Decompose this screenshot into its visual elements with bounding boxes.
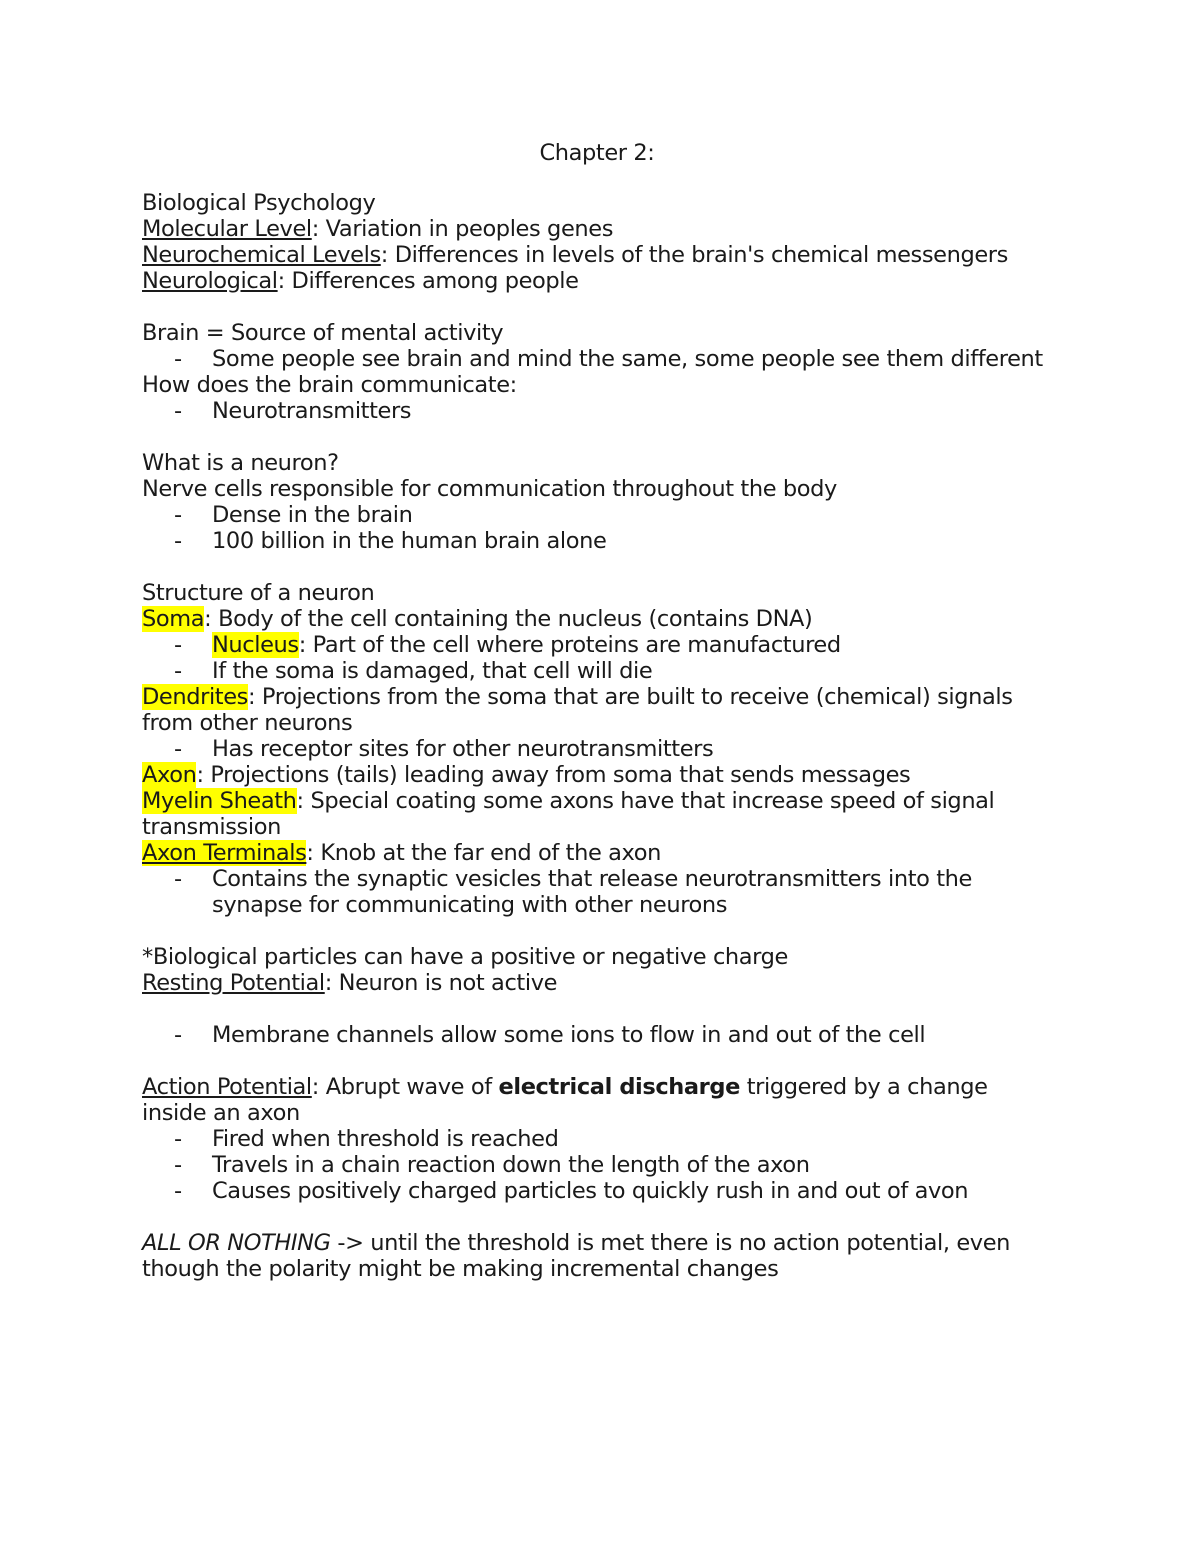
neuron-question: What is a neuron? <box>142 450 339 476</box>
electrical-discharge-bold: electrical discharge <box>498 1074 740 1100</box>
bullet-item <box>142 1178 1052 1204</box>
bullet-text: Travels in a chain reaction down the length of the axon <box>212 1152 810 1178</box>
dash-marker: - <box>174 866 182 892</box>
dash-marker: - <box>174 1126 182 1152</box>
molecular-level-line <box>142 216 1052 242</box>
brain-line: Brain = Source of mental activity <box>142 320 504 346</box>
myelin-line <box>142 788 1052 840</box>
structure-heading: Structure of a neuron <box>142 580 375 606</box>
bullet-item <box>142 736 1052 762</box>
bullet-text: Dense in the brain <box>212 502 413 528</box>
action-potential-line <box>142 1074 1052 1126</box>
axon-line <box>142 762 1052 788</box>
dash-marker: - <box>174 736 182 762</box>
bullet-item <box>142 632 1052 658</box>
term-axon: Axon <box>142 762 197 788</box>
blank-line <box>142 424 1052 450</box>
blank-line <box>142 1048 1052 1074</box>
communicate-question: How does the brain communicate: <box>142 372 517 398</box>
blank-line <box>142 554 1052 580</box>
def-neurochemical-levels: : Differences in levels of the brain's chemical messengers <box>380 242 1008 268</box>
bullet-text: Causes positively charged particles to quickly rush in and out of avon <box>212 1178 969 1204</box>
def-myelin-sheath: : Special coating some axons have that increase speed of signal transmission <box>142 788 995 840</box>
blank-line <box>142 918 1052 944</box>
dash-marker: - <box>174 502 182 528</box>
def-soma: : Body of the cell containing the nucleus (contains DNA) <box>204 606 813 632</box>
term-axon-terminals: Axon Terminals <box>142 840 307 866</box>
def-axon-terminals: : Knob at the far end of the axon <box>306 840 661 866</box>
resting-potential-line <box>142 970 1052 996</box>
bullet-text: Fired when threshold is reached <box>212 1126 559 1152</box>
charge-note: *Biological particles can have a positive or negative charge <box>142 944 788 970</box>
blank-line <box>142 294 1052 320</box>
bullet-text: Has receptor sites for other neurotransmitters <box>212 736 714 762</box>
term-nucleus: Nucleus <box>212 632 299 658</box>
bullet-item <box>142 1022 1052 1048</box>
neurological-line <box>142 268 1052 294</box>
term-molecular-level: Molecular Level <box>142 216 312 242</box>
dash-marker: - <box>174 346 182 372</box>
term-resting-potential: Resting Potential <box>142 970 325 996</box>
def-axon: : Projections (tails) leading away from soma that sends messages <box>196 762 911 788</box>
dash-marker: - <box>174 1178 182 1204</box>
document-page <box>142 140 1052 1282</box>
soma-line <box>142 606 1052 632</box>
all-or-nothing-line <box>142 1230 1052 1282</box>
dash-marker: - <box>174 632 182 658</box>
axon-terminals-line <box>142 840 1052 866</box>
dash-marker: - <box>174 658 182 684</box>
def-molecular-level: : Variation in peoples genes <box>311 216 614 242</box>
all-or-nothing-italic: ALL OR NOTHING <box>142 1230 331 1256</box>
section-heading: Biological Psychology <box>142 190 376 216</box>
bullet-text: Contains the synaptic vesicles that release neurotransmitters into the synapse for communicating with other neurons <box>212 866 972 918</box>
bullet-text: Neurotransmitters <box>212 398 412 424</box>
all-or-nothing-text: -> until the threshold is met there is no action potential, even though the polarity might be making incremental changes <box>142 1230 1010 1282</box>
bullet-item <box>142 502 1052 528</box>
def-action-potential-post: triggered by a change inside an axon <box>142 1074 988 1126</box>
term-myelin-sheath: Myelin Sheath <box>142 788 297 814</box>
bullet-item <box>142 658 1052 684</box>
dash-marker: - <box>174 398 182 424</box>
neuron-answer: Nerve cells responsible for communication throughout the body <box>142 476 837 502</box>
term-neurochemical-levels: Neurochemical Levels <box>142 242 381 268</box>
dash-marker: - <box>174 1022 182 1048</box>
bullet-item <box>142 866 1052 918</box>
def-nucleus: : Part of the cell where proteins are manufactured <box>298 632 841 658</box>
dendrites-line <box>142 684 1052 736</box>
def-resting-potential: : Neuron is not active <box>324 970 558 996</box>
bullet-text: 100 billion in the human brain alone <box>212 528 607 554</box>
term-dendrites: Dendrites <box>142 684 248 710</box>
def-neurological: : Differences among people <box>277 268 579 294</box>
term-soma: Soma <box>142 606 205 632</box>
bullet-item <box>142 1152 1052 1178</box>
bullet-text: If the soma is damaged, that cell will die <box>212 658 653 684</box>
bullet-item <box>142 346 1052 372</box>
blank-line <box>142 1204 1052 1230</box>
dash-marker: - <box>174 528 182 554</box>
bullet-text: Some people see brain and mind the same, some people see them different <box>212 346 1043 372</box>
blank-line <box>142 996 1052 1022</box>
term-action-potential: Action Potential <box>142 1074 312 1100</box>
bullet-item <box>142 398 1052 424</box>
bullet-item <box>142 1126 1052 1152</box>
def-action-potential-pre: : Abrupt wave of <box>311 1074 499 1100</box>
def-dendrites: : Projections from the soma that are built to receive (chemical) signals from other neurons <box>142 684 1013 736</box>
term-neurological: Neurological <box>142 268 278 294</box>
dash-marker: - <box>174 1152 182 1178</box>
neurochemical-level-line <box>142 242 1052 268</box>
bullet-text: Membrane channels allow some ions to flow in and out of the cell <box>212 1022 926 1048</box>
bullet-item <box>142 528 1052 554</box>
chapter-title: Chapter 2: <box>539 140 655 166</box>
